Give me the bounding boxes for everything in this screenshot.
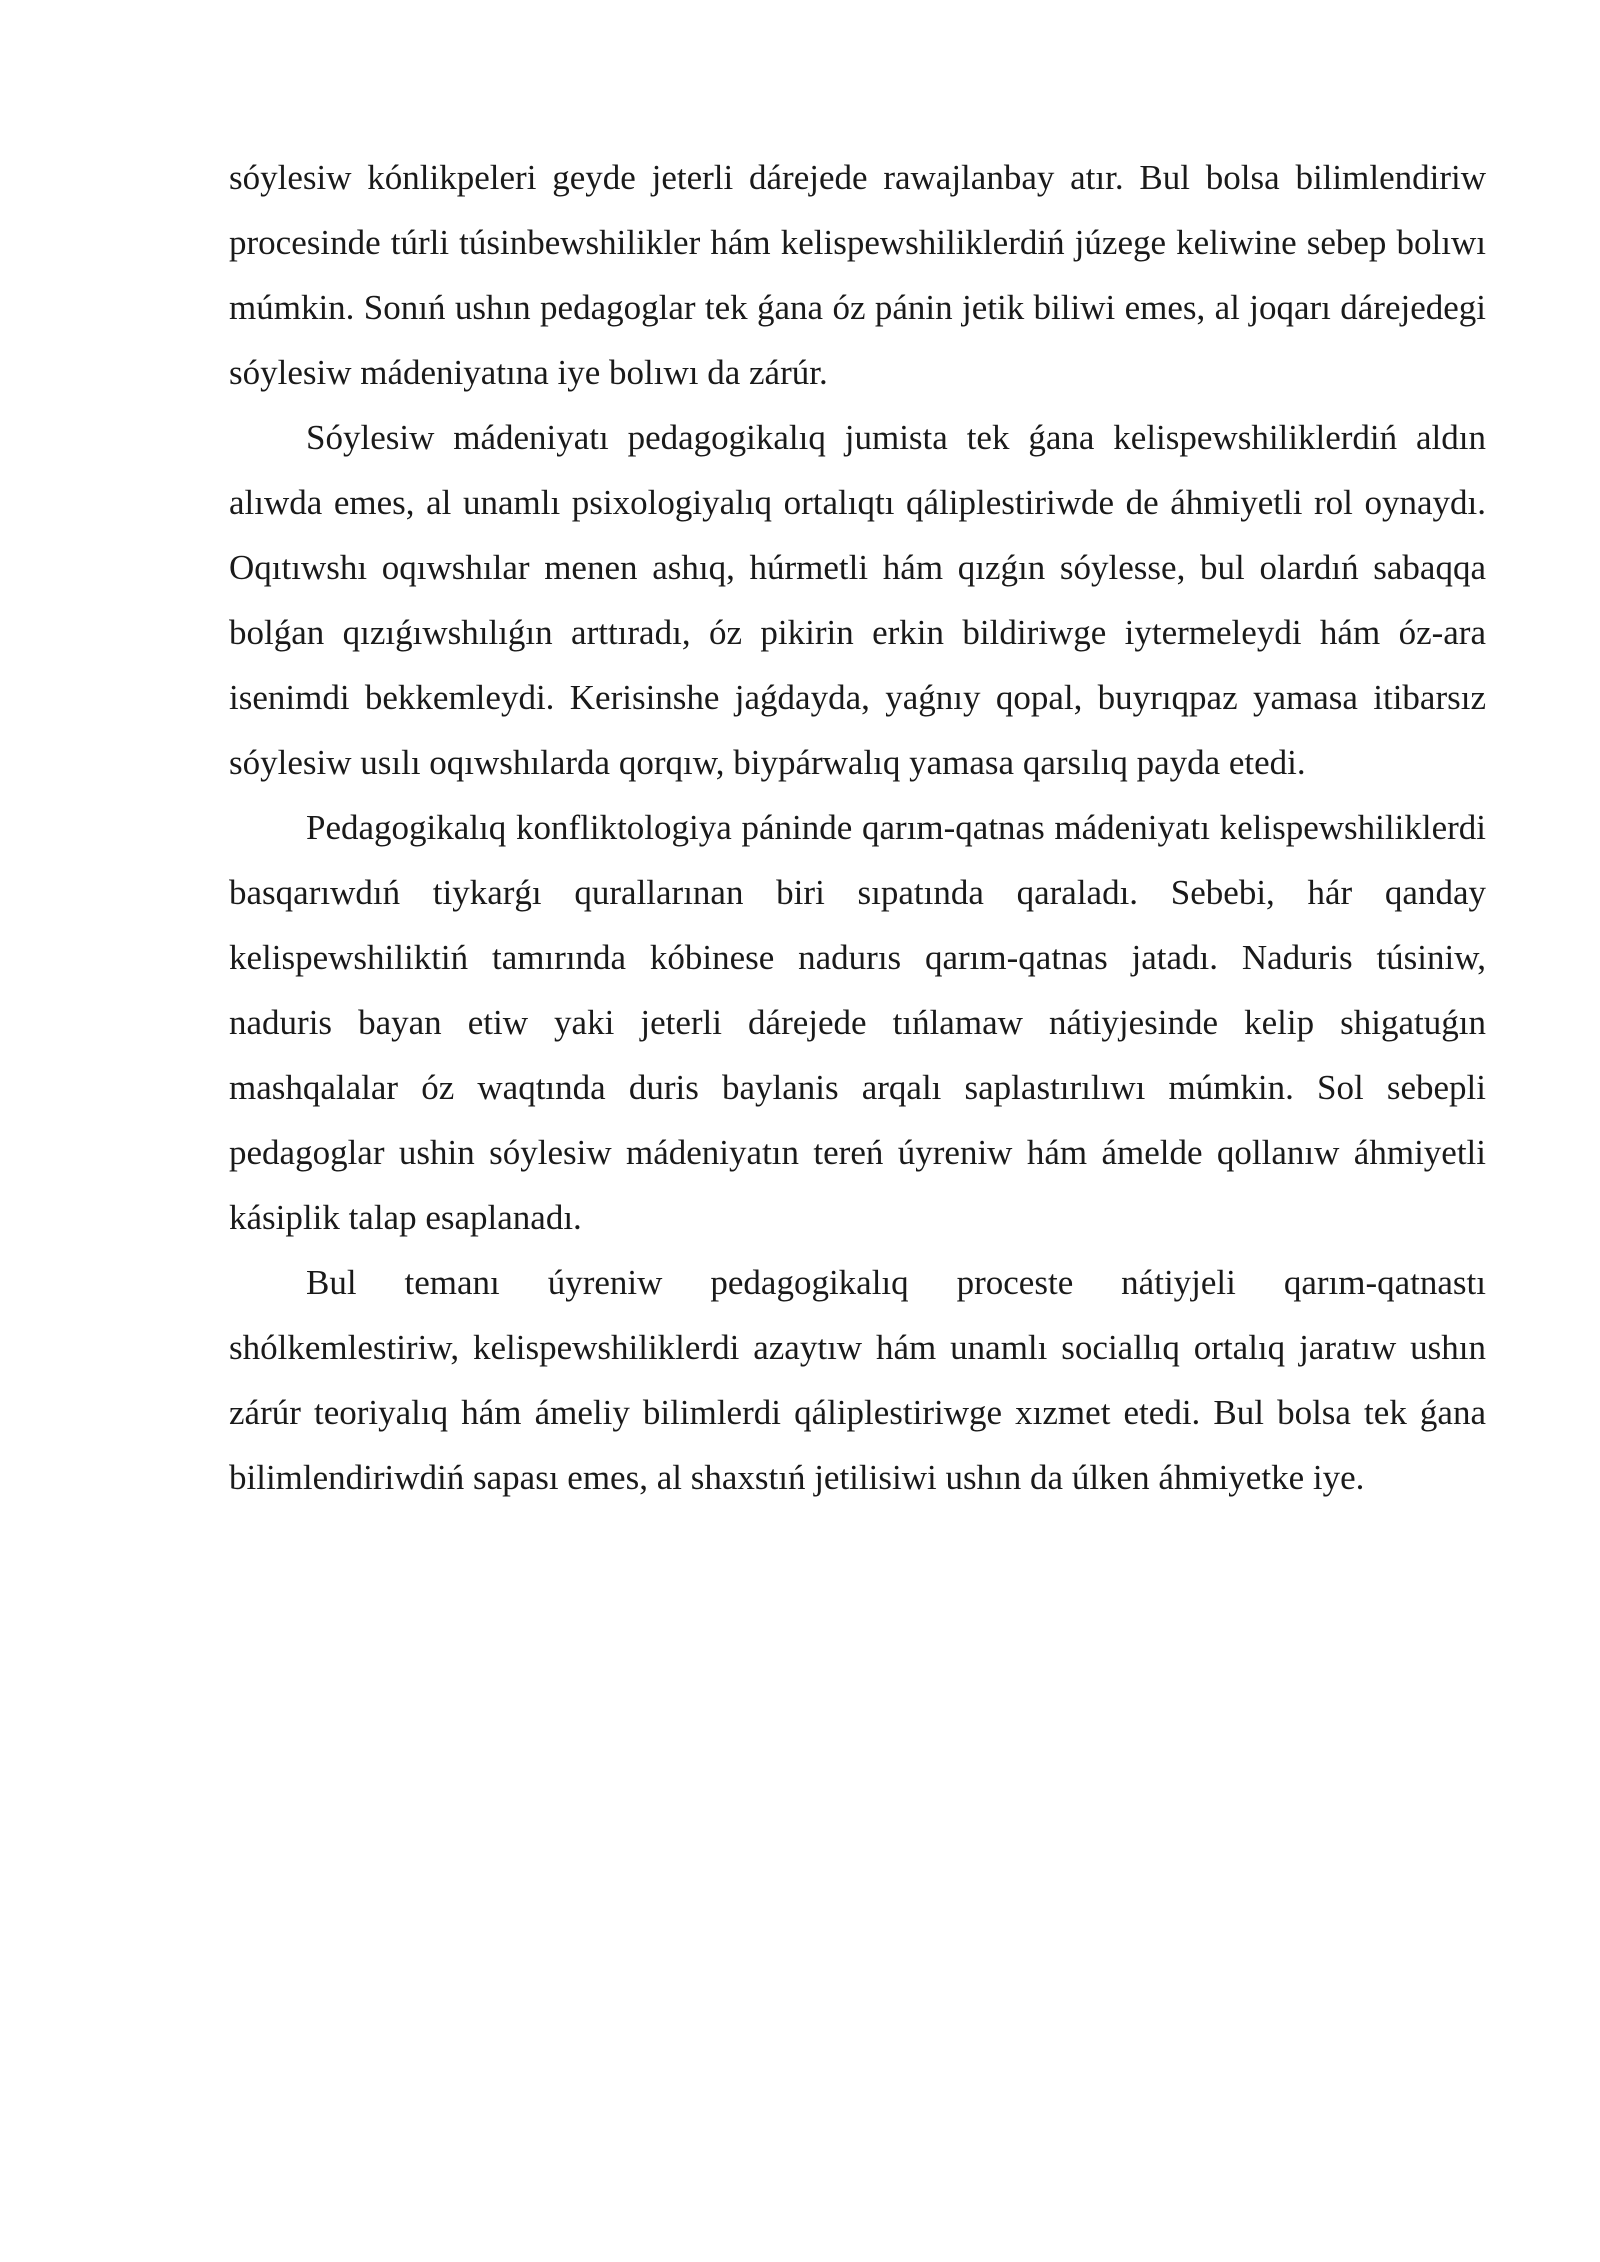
paragraph-speech-culture: Sóylesiw mádeniyatı pedagogikalıq jumista tek ǵana kelispewshiliklerdiń aldın alıwda emes, al unamlı psixologiyalıq ortalıqtı qáliplestiriwde de áhmiyetli rol oynaydı. Oqıtıwshı oqıwshılar menen ashıq, húrmetli hám qızǵın sóylesse, bul olardıń sabaqqa bolǵan qızıǵıwshılıǵın arttıradı, óz pikirin erkin bildiriwge iytermeleydi hám óz-ara isenimdi bekkemleydi. Kerisinshe jaǵdayda, yaǵnıy qopal, buyrıqpaz yamasa itibarsız sóylesiw usılı oqıwshılarda qorqıw, biypárwalıq yamasa qarsılıq payda etedi.: [229, 418, 1486, 782]
paragraph-conflictology: Pedagogikalıq konfliktologiya páninde qarım-qatnas mádeniyatı kelispewshiliklerdi basqarıwdıń tiykarǵı qurallarınan biri sıpatında qaraladı. Sebebi, hár qanday kelispewshiliktiń tamırında kóbinese nadurıs qarım-qatnas jatadı. Naduris túsiniw, naduris bayan etiw yaki jeterli dárejede tıńlamaw nátiyjesinde kelip shigatuǵın mashqalalar óz waqtında duris baylanis arqalı saplastırılıwı múmkin. Sol sebepli pedagoglar ushin sóylesiw mádeniyatın tereń úyreniw hám ámelde qollanıw áhmiyetli kásiplik talap esaplanadı.: [229, 808, 1486, 1237]
paragraph-continuation: sóylesiw kónlikpeleri geyde jeterli dárejede rawajlanbay atır. Bul bolsa bilimlendiriw procesinde túrli túsinbewshilikler hám kelispewshiliklerdiń júzege keliwine sebep bolıwı múmkin. Sonıń ushın pedagoglar tek ǵana óz pánin jetik biliwi emes, al joqarı dárejedegi sóylesiw mádeniyatına iye bolıwı da zárúr.: [229, 158, 1486, 392]
paragraph-conclusion: Bul temanı úyreniw pedagogikalıq proceste nátiyjeli qarım-qatnastı shólkemlestiriw, kelispewshiliklerdi azaytıw hám unamlı sociallıq ortalıq jaratıw ushın zárúr teoriyalıq hám ámeliy bilimlerdi qáliplestiriwge xızmet etedi. Bul bolsa tek ǵana bilimlendiriwdiń sapası emes, al shaxstıń jetilisiwi ushın da úlken áhmiyetke iye.: [229, 1263, 1486, 1497]
body-text: [229, 145, 1486, 1510]
